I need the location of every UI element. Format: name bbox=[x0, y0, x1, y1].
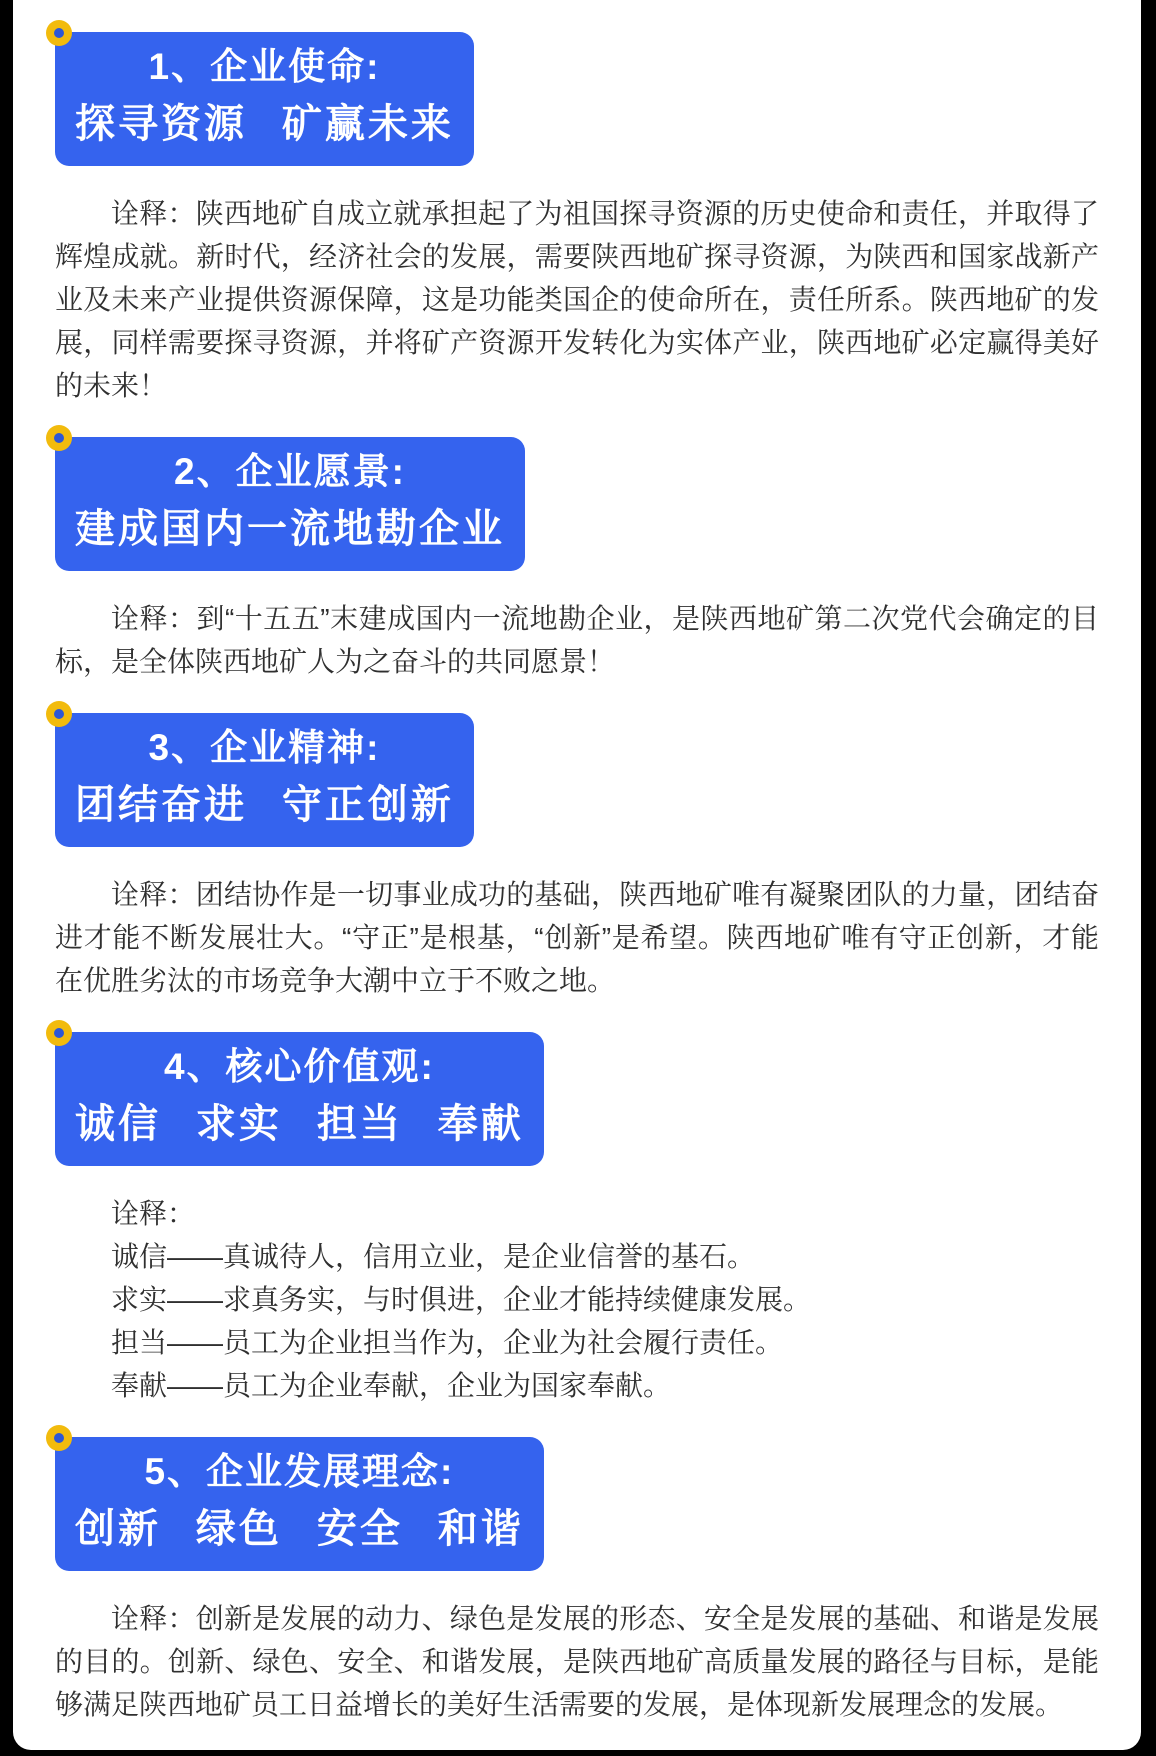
section-slogan: 探寻资源 矿赢未来 bbox=[75, 100, 454, 147]
article-content bbox=[13, 32, 1141, 1726]
section-paragraph: 诠释： bbox=[111, 1198, 196, 1229]
ring-bullet-icon bbox=[46, 1425, 72, 1451]
section-paragraph: 诠释：创新是发展的动力、绿色是发展的形态、安全是发展的基础、和谐是发展的目的。创新、绿色、安全、和谐发展，是陕西地矿高质量发展的路径与目标，是能够满足陕西地矿员工日益增长的美好生活需要的发展，是体现新发展理念的发展。 bbox=[55, 1603, 1099, 1720]
section-body bbox=[55, 873, 1099, 1002]
section-body bbox=[55, 597, 1099, 683]
section-title: 3、企业精神: bbox=[148, 727, 381, 768]
section-paragraph: 求实——求真务实，与时俱进，企业才能持续健康发展。 bbox=[111, 1284, 812, 1315]
section-header-box bbox=[55, 1032, 544, 1166]
section-slogan: 建成国内一流地勘企业 bbox=[75, 505, 505, 552]
ring-bullet-icon bbox=[46, 701, 72, 727]
section-header-box bbox=[55, 1437, 544, 1571]
section-slogan: 创新 绿色 安全 和谐 bbox=[75, 1505, 524, 1552]
section-title: 4、核心价值观: bbox=[163, 1046, 435, 1087]
section-paragraph: 担当——员工为企业担当作为，企业为社会履行责任。 bbox=[111, 1327, 784, 1358]
section-5 bbox=[55, 1437, 1099, 1726]
page-card bbox=[13, 0, 1141, 1750]
section-paragraph: 诠释：陕西地矿自成立就承担起了为祖国探寻资源的历史使命和责任，并取得了辉煌成就。新时代，经济社会的发展，需要陕西地矿探寻资源，为陕西和国家战新产业及未来产业提供资源保障，这是功能类国企的使命所在，责任所系。陕西地矿的发展，同样需要探寻资源，并将矿产资源开发转化为实体产业，陕西地矿必定赢得美好的未来！ bbox=[55, 198, 1099, 401]
section-body bbox=[55, 1597, 1099, 1726]
section-body bbox=[55, 1192, 1099, 1407]
section-paragraph: 诠释：到“十五五”末建成国内一流地勘企业，是陕西地矿第二次党代会确定的目标，是全体陕西地矿人为之奋斗的共同愿景！ bbox=[55, 603, 1099, 677]
ring-bullet-icon bbox=[46, 1020, 72, 1046]
section-header-box bbox=[55, 32, 474, 166]
section-title: 5、企业发展理念: bbox=[144, 1451, 455, 1492]
section-3 bbox=[55, 713, 1099, 1002]
section-slogan: 诚信 求实 担当 奉献 bbox=[75, 1100, 524, 1147]
section-title: 1、企业使命: bbox=[148, 46, 381, 87]
section-paragraph: 诠释：团结协作是一切事业成功的基础，陕西地矿唯有凝聚团队的力量，团结奋进才能不断发展壮大。“守正”是根基，“创新”是希望。陕西地矿唯有守正创新，才能在优胜劣汰的市场竞争大潮中立于不败之地。 bbox=[55, 879, 1099, 996]
ring-bullet-icon bbox=[46, 20, 72, 46]
section-header-box bbox=[55, 713, 474, 847]
section-1 bbox=[55, 32, 1099, 407]
section-title: 2、企业愿景: bbox=[174, 451, 406, 492]
section-paragraph: 奉献——员工为企业奉献，企业为国家奉献。 bbox=[111, 1370, 672, 1401]
section-4 bbox=[55, 1032, 1099, 1407]
ring-bullet-icon bbox=[46, 425, 72, 451]
section-2 bbox=[55, 437, 1099, 683]
section-paragraph: 诚信——真诚待人，信用立业，是企业信誉的基石。 bbox=[111, 1241, 756, 1272]
section-header-box bbox=[55, 437, 525, 571]
section-body bbox=[55, 192, 1099, 407]
section-slogan: 团结奋进 守正创新 bbox=[75, 781, 454, 828]
